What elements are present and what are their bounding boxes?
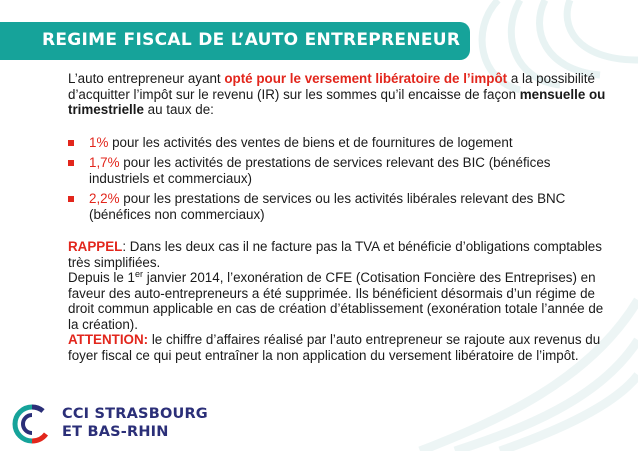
rappel-text: : Dans les deux cas il ne facture pas la TVA et bénéficie d’obligations comptables très simplifiées.: [68, 239, 602, 270]
intro-text: L’auto entrepreneur ayant: [68, 71, 225, 86]
rates-list: [68, 135, 613, 223]
list-item: [68, 155, 613, 186]
rappel-paragraph: [68, 239, 613, 270]
rate-description: pour les prestations de services ou les activités libérales relevant des BNC (bénéfices non commerciaux): [89, 191, 566, 222]
intro-highlight: opté pour le versement libératoire de l’impôt: [224, 71, 508, 86]
cci-logo: [10, 402, 208, 446]
main-content: [68, 71, 613, 363]
list-item: [68, 135, 613, 151]
intro-paragraph: [68, 71, 613, 118]
rate-value: 1%: [89, 134, 109, 150]
rate-description: pour les activités des ventes de biens et de fournitures de logement: [108, 134, 513, 150]
intro-frequency: mensuelle ou trimestrielle: [68, 86, 606, 117]
bullet-square-icon: [68, 160, 74, 166]
rate-value: 1,7%: [89, 155, 120, 170]
cfe-text: Depuis le 1: [68, 270, 135, 285]
cfe-text-2: janvier 2014, l’exonération de CFE (Cotisation Foncière des Entreprises) en faveur des auto-entrepreneurs a été supprimée. Ils bénéficient désormais d’un régime de droit commun applicable en cas de création d’établissement (exonération totale l’année de la création).: [68, 270, 604, 332]
intro-text-3: au taux de:: [143, 102, 214, 117]
attention-paragraph: [68, 332, 613, 363]
rate-value: 2,2%: [89, 191, 120, 206]
bullet-square-icon: [68, 196, 74, 202]
attention-label: ATTENTION:: [68, 332, 149, 347]
cfe-paragraph: [68, 270, 613, 332]
rappel-label: RAPPEL: [68, 239, 123, 254]
logo-line-1: CCI STRASBOURG: [62, 406, 208, 422]
bullet-square-icon: [68, 140, 74, 146]
list-item: [68, 191, 613, 222]
cfe-superscript: er: [135, 269, 144, 279]
attention-text: le chiffre d’affaires réalisé par l’auto entrepreneur se rajoute aux revenus du foyer fiscal ce qui peut entraîner la non application du versement libératoire de l’impôt.: [68, 332, 601, 363]
intro-text-2: a la possibilité d’acquitter l’impôt sur le revenu (IR) sur les sommes qu’il encaisse de façon: [68, 71, 595, 102]
logo-line-2: ET BAS-RHIN: [62, 424, 169, 440]
rate-description: pour les activités de prestations de services relevant des BIC (bénéfices industriels et commerciaux): [89, 155, 551, 186]
page-title: REGIME FISCAL DE L’AUTO ENTREPRENEUR: [42, 30, 461, 50]
cci-emblem-icon: [12, 404, 52, 444]
